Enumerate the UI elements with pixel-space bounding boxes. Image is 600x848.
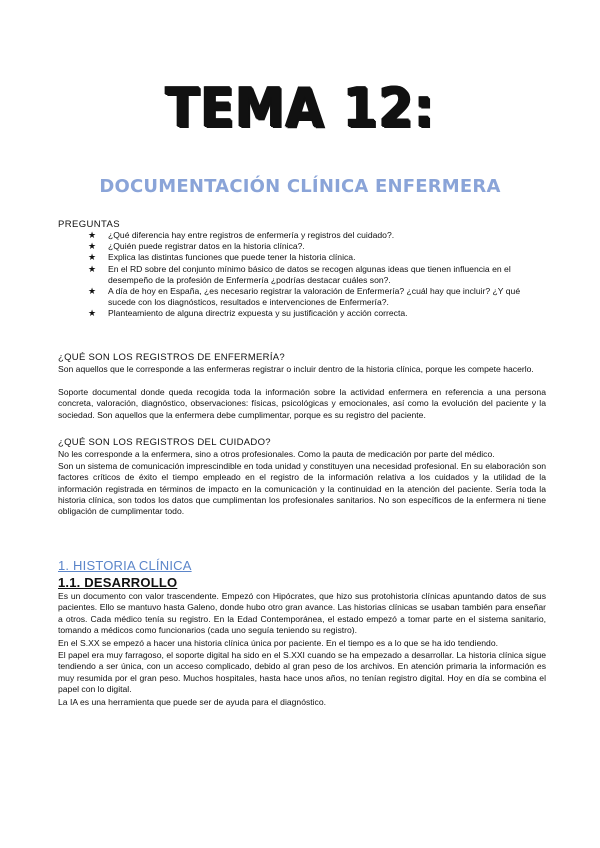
heading-desarrollo: 1.1. DESARROLLO (58, 575, 178, 590)
paragraph: La IA es una herramienta que puede ser de ayuda para el diagnóstico. (58, 697, 327, 707)
heading-historia-clinica: 1. HISTORIA CLÍNICA (58, 558, 192, 573)
star-bullet-icon: ★ (88, 286, 97, 297)
star-bullet-icon: ★ (88, 263, 97, 274)
star-bullet-icon: ★ (88, 230, 97, 240)
questions-list (88, 230, 538, 320)
section-question-care-records: ¿QUÉ SON LOS REGISTROS DEL CUIDADO? (58, 437, 271, 448)
paragraph: Son aquellos que le corresponde a las enfermeras registrar o incluir dentro de la historia clínica, porque les compete hacerlo. (58, 364, 534, 374)
paragraph: En el S.XX se empezó a hacer una historia clínica única por paciente. En el tiempo es a lo que se ha ido tendiendo. (58, 638, 498, 648)
question-item: ★ ¿Quién puede registrar datos en la historia clínica?. (88, 241, 305, 252)
paragraph: Es un documento con valor trascendente. Empezó con Hipócrates, que hizo sus protohistoria clínicas apuntando datos de sus pacientes. Ello se mantuvo hasta Galeno, donde hubo otro gran avance. Las historias clínicas se usaban también para enseñar a otros. Cada médico tenía su registro. En la Edad Contemporánea, el estado empezó a tomar parte en el sistema sanitario, tomando a médicos como funcionarios (cada uno seguía teniendo su registro). (58, 591, 546, 635)
question-item: ★ ¿Qué diferencia hay entre registros de enfermería y registros del cuidado?. (88, 230, 395, 240)
star-bullet-icon: ★ (88, 241, 97, 252)
paragraph: Son un sistema de comunicación imprescindible en toda unidad y constituyen una necesidad profesional. En su elaboración son factores críticos de éxito el tiempo empleado en el registro de la información relativa a los cuidados y la utilidad de la información registrada en términos de impacto en la comunicación y la continuidad en la atención del paciente. Sería toda la historia clínica, son todos los datos que cumplimentan los profesionales sanitarios. No son específicos de la enfermera ni tiene obligación de cumplimentar todo. (58, 461, 546, 517)
page-subtitle: DOCUMENTACIÓN CLÍNICA ENFERMERA (99, 176, 501, 197)
section-question-nursing-records: ¿QUÉ SON LOS REGISTROS DE ENFERMERÍA? (58, 352, 285, 363)
star-bullet-icon: ★ (88, 252, 97, 263)
questions-label: PREGUNTAS (58, 219, 121, 230)
question-item: ★ A día de hoy en España, ¿es necesario registrar la valoración de Enfermería? ¿cuál hay que incluir? ¿Y qué sucede con los diagnósticos, resultados e intervenciones de Enfermería?. (88, 286, 521, 308)
question-item: ★ En el RD sobre del conjunto mínimo básico de datos se recogen algunas ideas que tienen influencia en el desempeño de la profesión de Enfermería ¿podrías destacar cuáles son?. (88, 263, 511, 285)
page-title: TEMA 12: (165, 76, 435, 139)
paragraph: No les corresponde a la enfermera, sino a otros profesionales. Como la pauta de medicación por parte del médico. (58, 449, 495, 459)
question-item: ★ Planteamiento de alguna directriz expuesta y su justificación y acción correcta. (88, 308, 408, 319)
question-item: ★ Explica las distintas funciones que puede tener la historia clínica. (88, 252, 356, 263)
star-bullet-icon: ★ (88, 308, 97, 319)
paragraph: El papel era muy farragoso, el soporte digital ha sido en el S.XXI cuando se ha empezado a desarrollar. La historia clínica sigue tendiendo a ser única, con un acceso complicado, debido al gran peso de los archivos. En atención primaria la información es muy resumida por el gran peso. Muchos hospitales, hasta hace unos años, no tenían registro digital. Hoy en día se combina el papel con lo digital. (58, 650, 546, 694)
paragraph: Soporte documental donde queda recogida toda la información sobre la actividad enfermera en referencia a una persona concreta, valoración, diagnóstico, observaciones: físicas, psicológicas y emocionales, así como la evolución del paciente y la sociedad. Son aquellos que la enfermera debe cumplimentar, porque es su registro del paciente. (58, 387, 546, 420)
